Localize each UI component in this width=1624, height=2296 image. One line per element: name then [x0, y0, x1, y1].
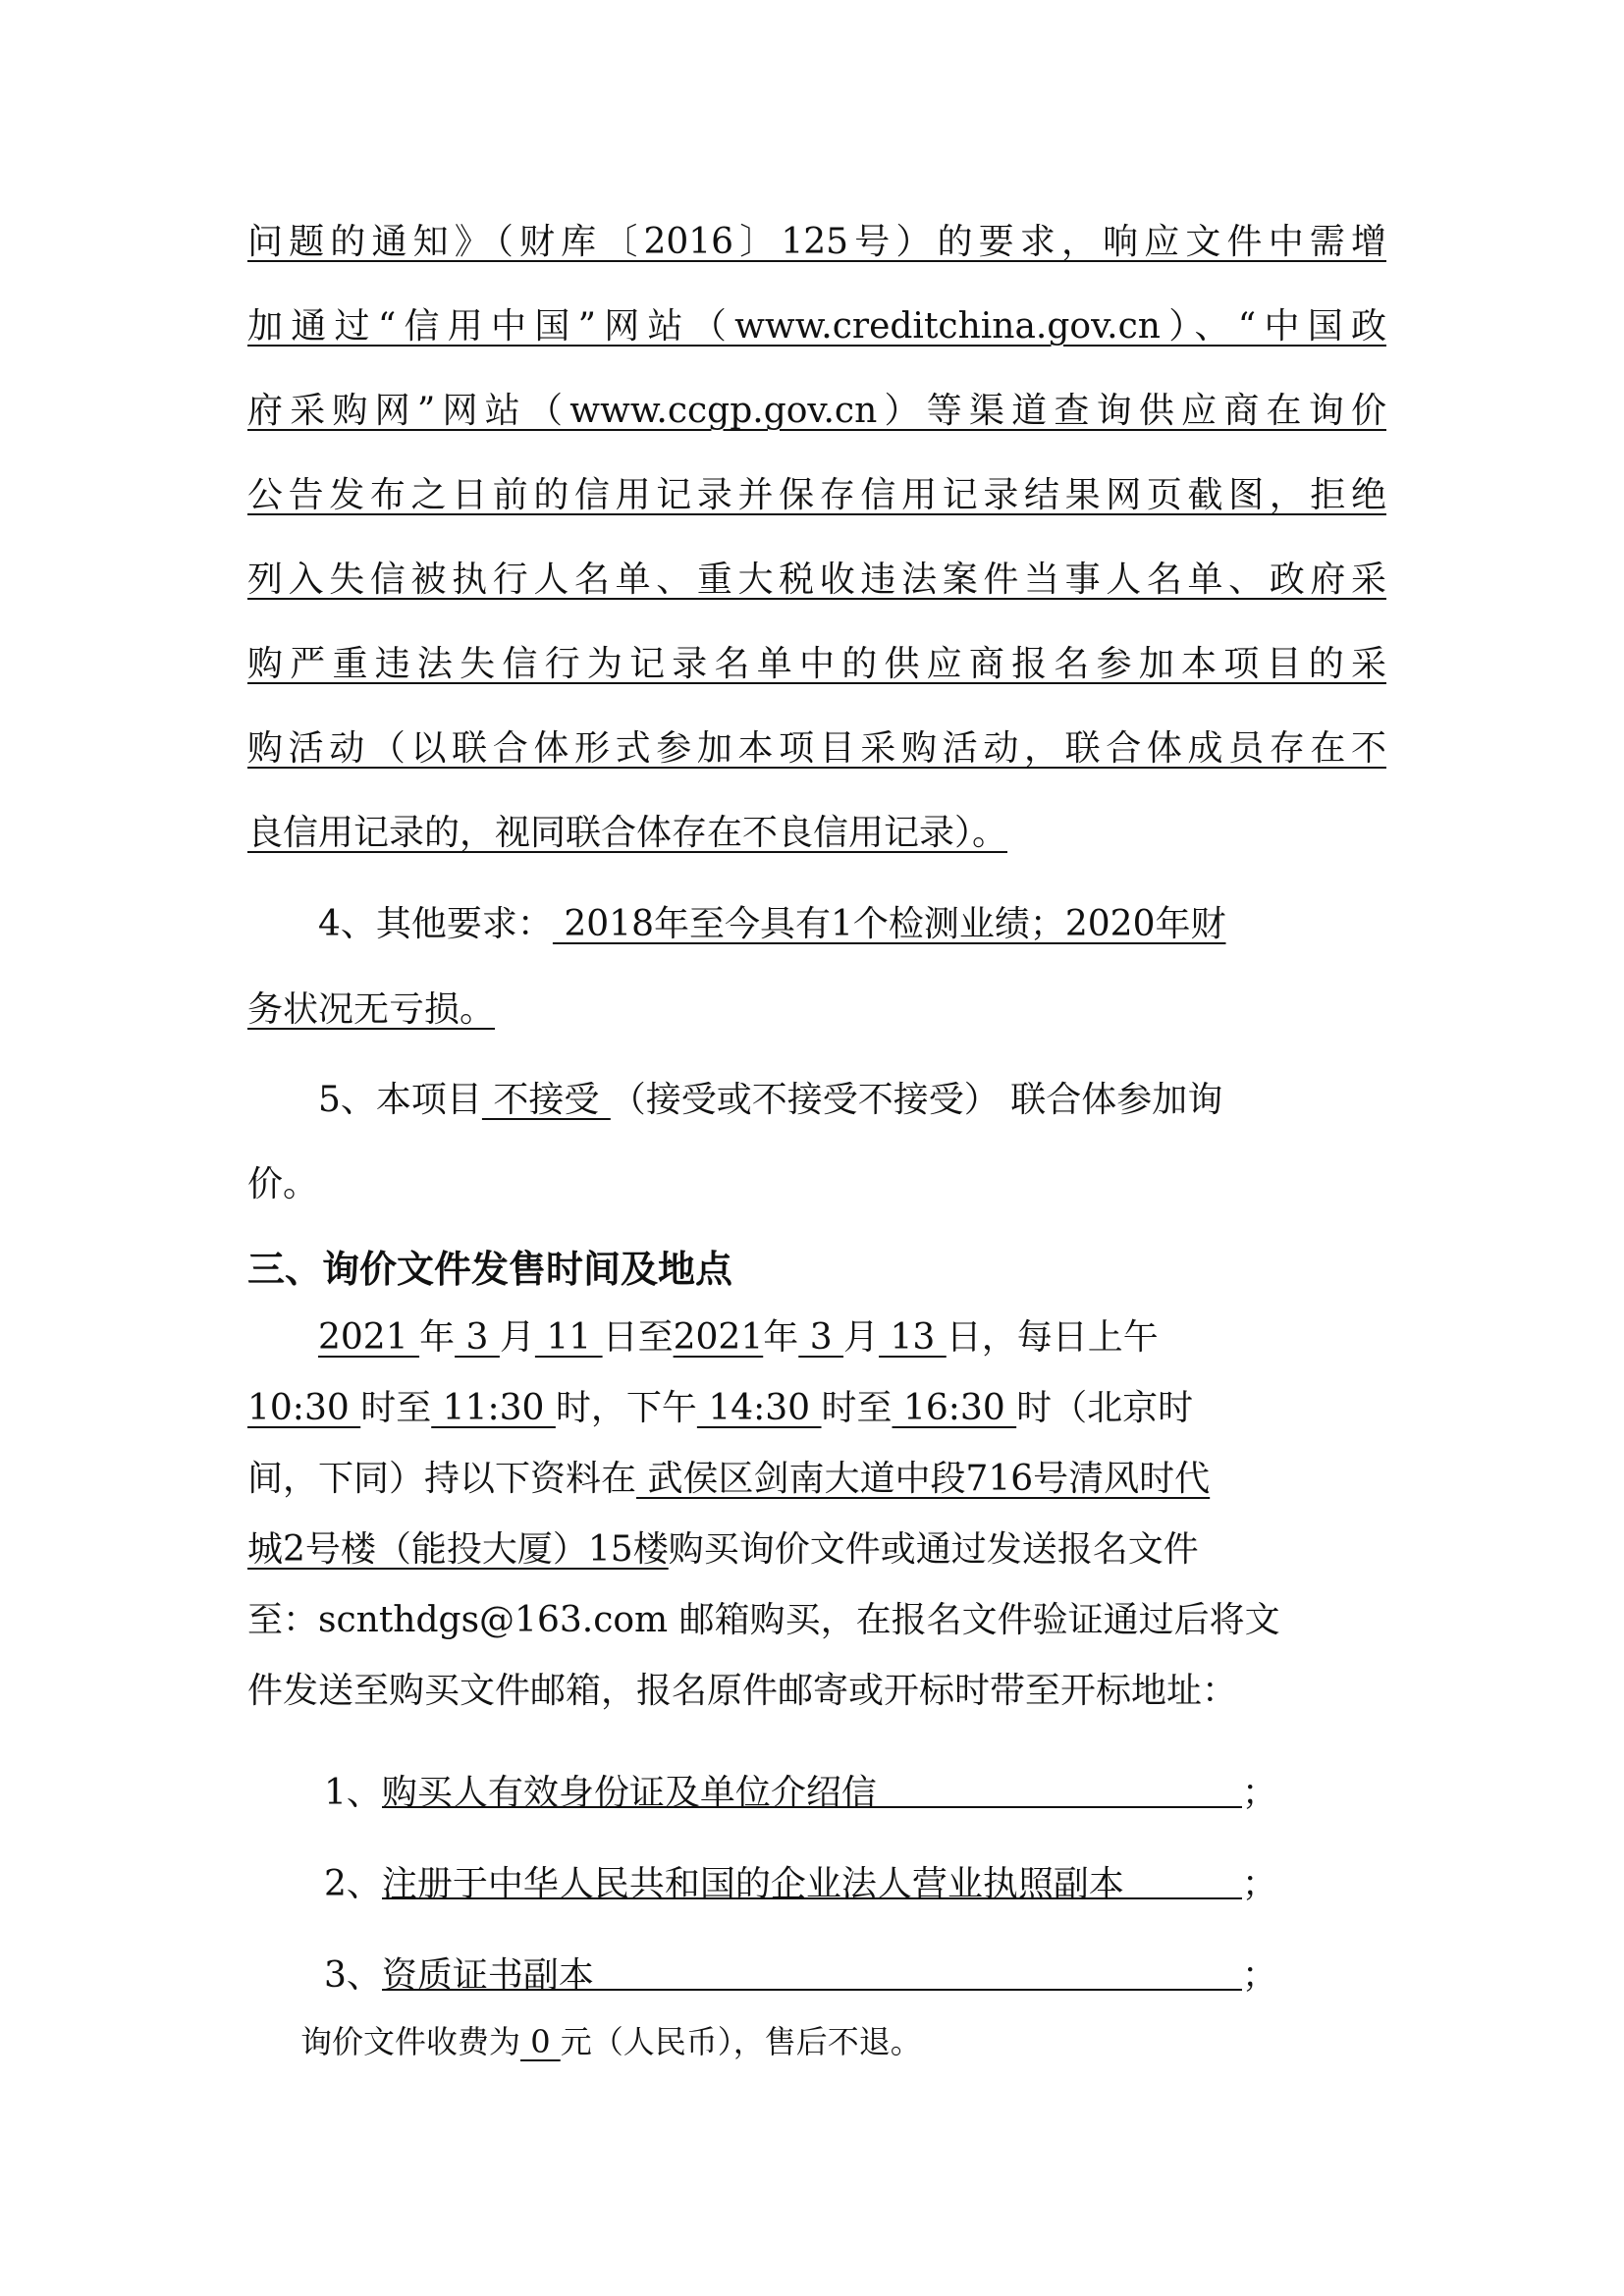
credit-line-8: 良信用记录的，视同联合体存在不良信用记录）。 [247, 813, 1008, 853]
sale-address: 武侯区剑南大道中段716号清风时代 [636, 1459, 1211, 1499]
sale-address-line-1: 间，下同）持以下资料在 武侯区剑南大道中段716号清风时代 [247, 1459, 1211, 1499]
fee-line: 询价文件收费为 0 元（人民币），售后不退。 [300, 2023, 922, 2060]
item5-prefix: 5、本项目 [318, 1080, 482, 1120]
fee-value: 0 [520, 2023, 561, 2060]
sale-email-line: 至：scnthdgs@163.com 邮箱购买，在报名文件验证通过后将文 [247, 1600, 1280, 1640]
item4-value-cont: 务状况无亏损。 [247, 989, 496, 1030]
credit-line-7: 购活动（以联合体形式参加本项目采购活动，联合体成员存在不 [247, 728, 1386, 769]
item5-value: 不接受 [481, 1080, 611, 1120]
section3-heading: 三、询价文件发售时间及地点 [247, 1248, 733, 1291]
item5-line-2: 价。 [247, 1164, 319, 1204]
requirement-1: 1、购买人有效身份证及单位介绍信 ； [324, 1767, 1306, 1820]
credit-line-1: 问题的通知》（财库〔2016〕125号）的要求，响应文件中需增 [247, 222, 1386, 262]
item5-middle: （接受或不接受不接受） 联合体参加询 [610, 1080, 1223, 1120]
item4-prefix: 4、其他要求： [318, 904, 553, 944]
item5-line-1 [318, 1074, 1386, 1127]
credit-line-3: 府采购网”网站（www.ccgp.gov.cn）等渠道查询供应商在询价 [247, 391, 1386, 431]
credit-line-4: 公告发布之日前的信用记录并保存信用记录结果网页截图，拒绝 [247, 475, 1386, 515]
credit-line-5: 列入失信被执行人名单、重大税收违法案件当事人名单、政府采 [247, 560, 1386, 600]
sale-address-cont: 城2号楼（能投大厦）15楼 [247, 1529, 669, 1570]
requirement-3: 3、资质证书副本 ； [324, 1949, 1306, 2002]
item4-value: 2018年至今具有1个检测业绩；2020年财 [552, 904, 1226, 944]
credit-line-6: 购严重违法失信行为记录名单中的供应商报名参加本项目的采 [247, 644, 1386, 684]
sale-instruction-line: 件发送至购买文件邮箱，报名原件邮寄或开标时带至开标地址： [247, 1671, 1238, 1711]
item4-line-1 [318, 898, 1386, 951]
credit-line-2: 加通过“信用中国”网站（www.creditchina.gov.cn）、“中国政 [247, 306, 1386, 347]
sale-times-line: 10:30 时至 11:30 时，下午 14:30 时至 16:30 时（北京时 [247, 1388, 1194, 1428]
item4-line-2 [247, 984, 1386, 1037]
requirement-2: 2、注册于中华人民共和国的企业法人营业执照副本 ； [324, 1858, 1306, 1911]
sale-dates-line: 2021 年 3 月 11 日至2021年 3 月 13 日，每日上午 [318, 1317, 1159, 1358]
sale-address-line-2: 城2号楼（能投大厦）15楼购买询价文件或通过发送报名文件 [247, 1529, 1199, 1570]
